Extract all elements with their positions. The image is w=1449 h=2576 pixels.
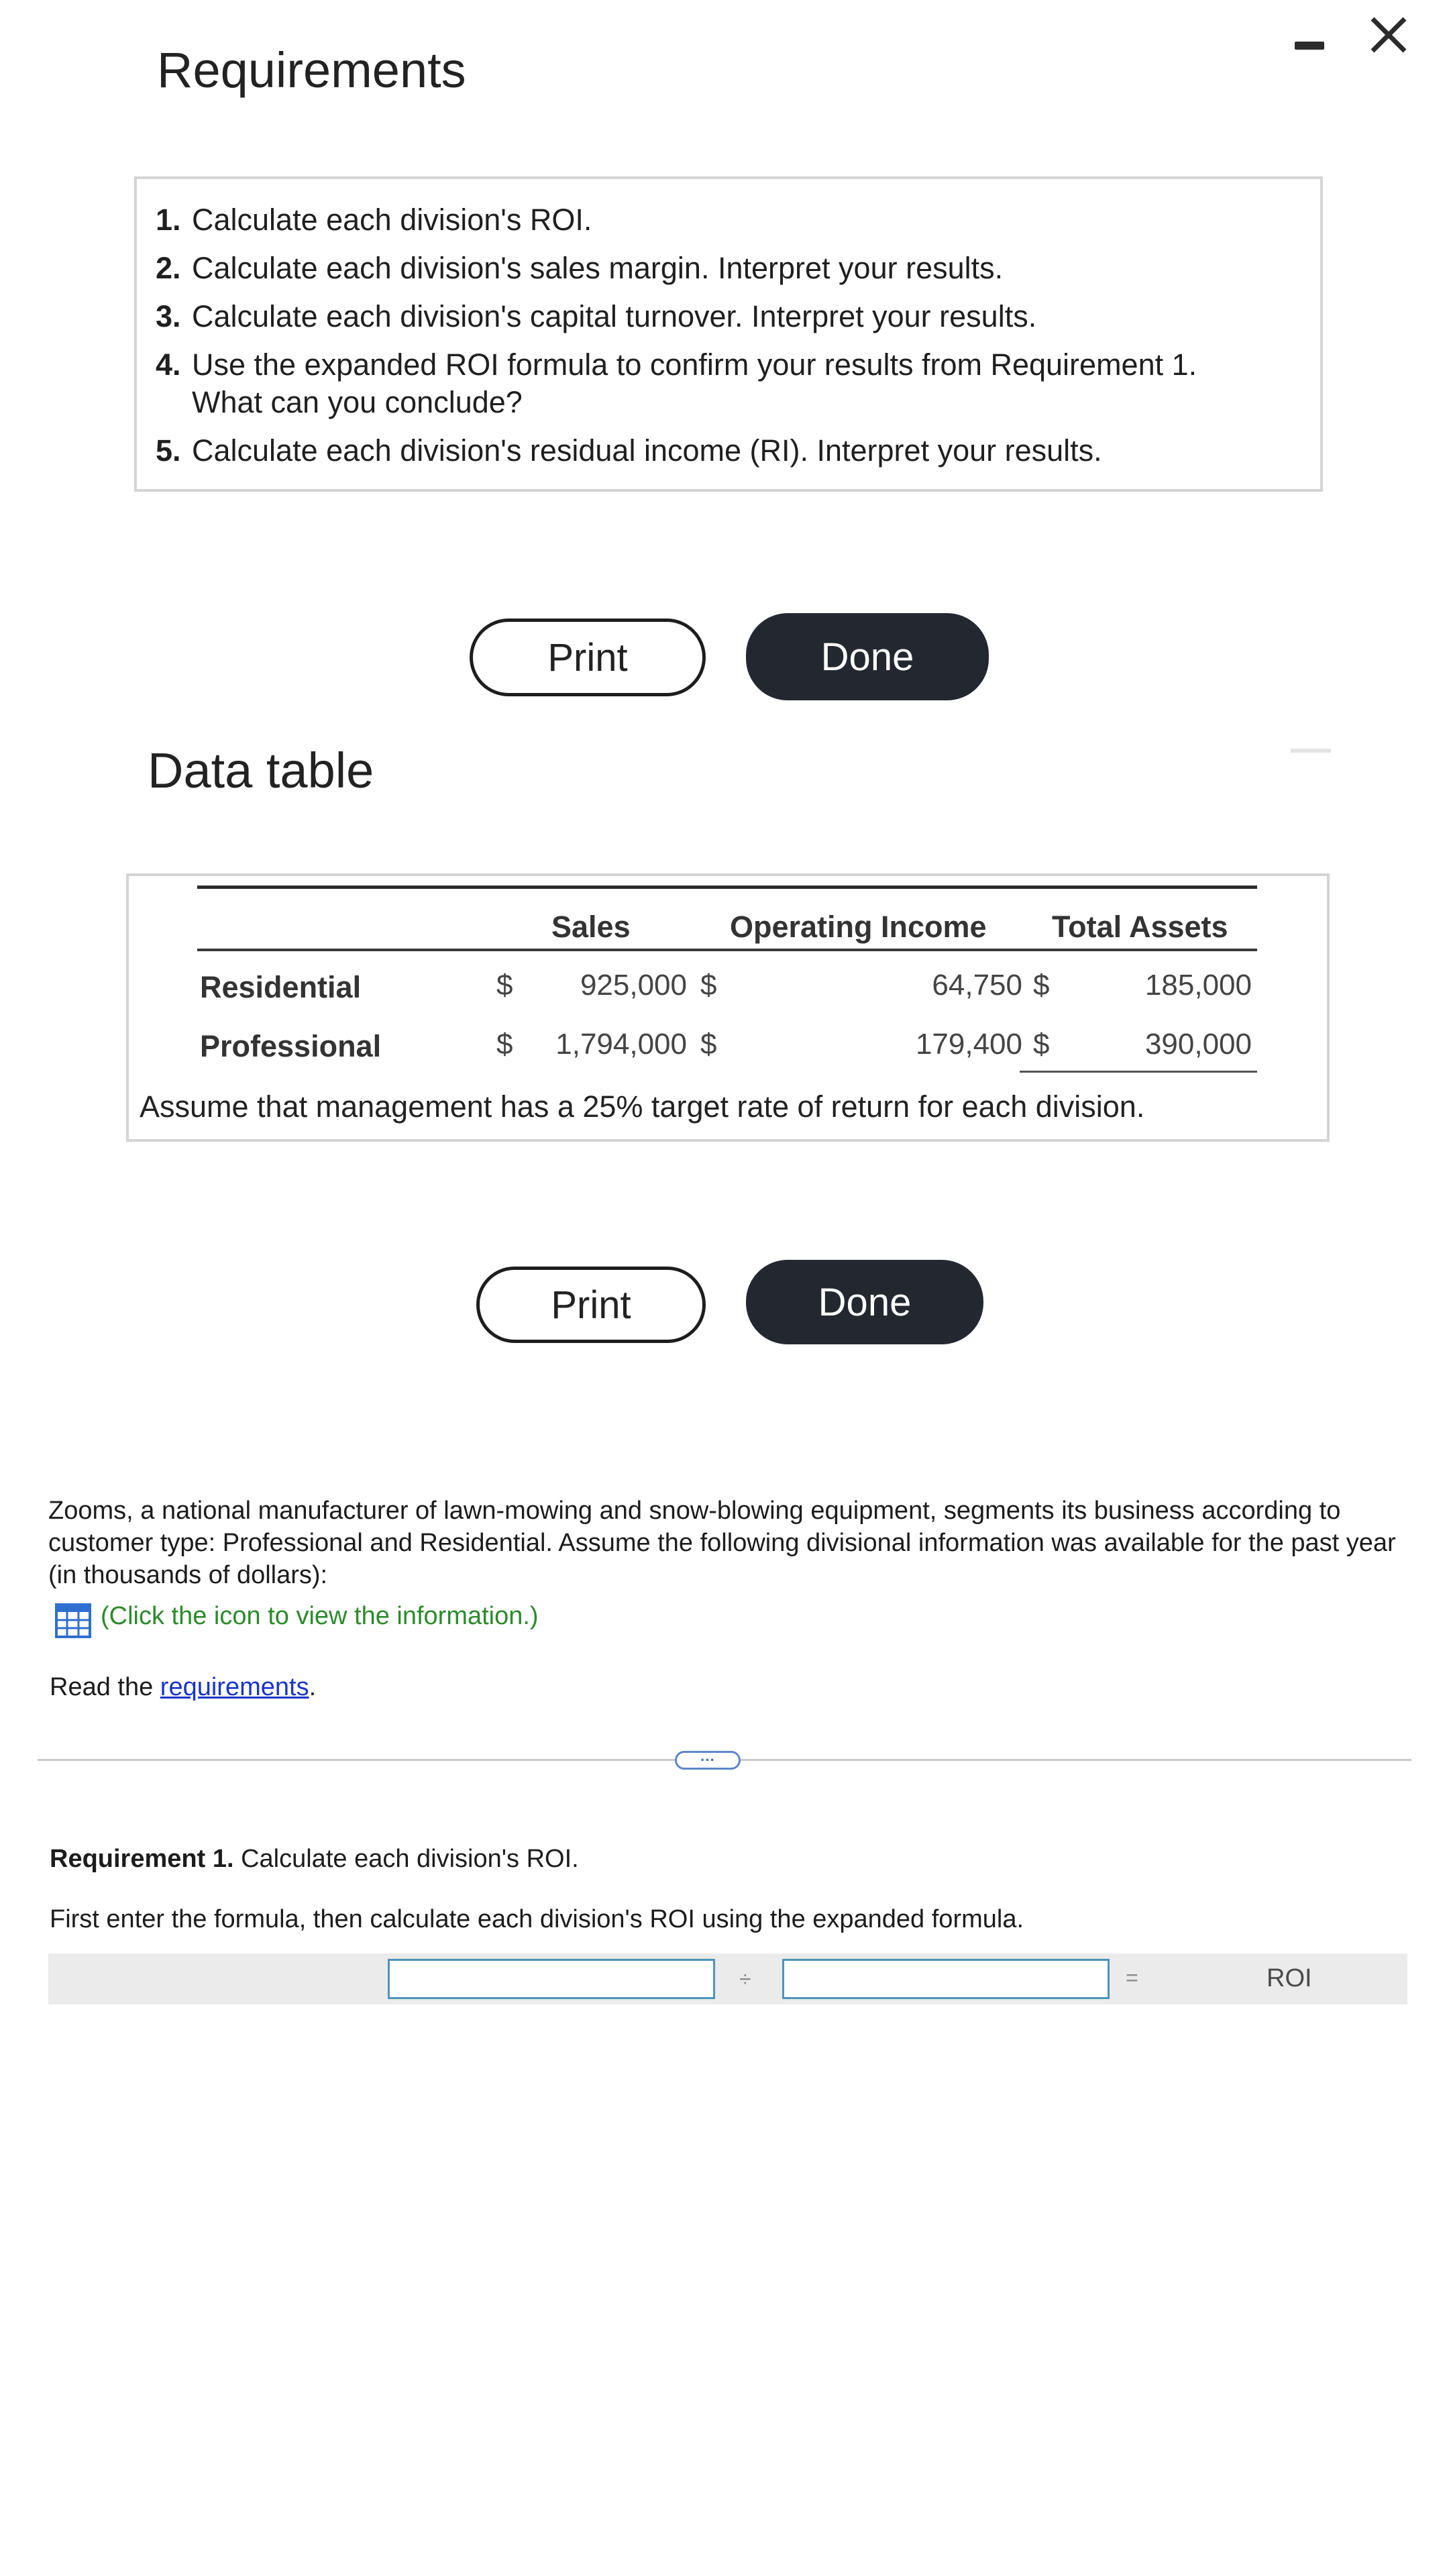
currency-symbol: $	[496, 1028, 513, 1061]
requirement-number: 2.	[156, 251, 181, 285]
ellipsis-icon: ···	[700, 1752, 715, 1768]
column-header-total-assets: Total Assets	[1052, 910, 1228, 944]
read-suffix: .	[309, 1673, 317, 1701]
cell-sales: 925,000	[580, 969, 687, 1002]
data-table-title: Data table	[148, 743, 374, 798]
currency-symbol: $	[700, 1028, 717, 1061]
requirement-text: Calculate each division's residual income (RI). Interpret your results.	[192, 433, 1102, 468]
print-button[interactable]: Print	[470, 619, 706, 696]
cell-total-assets: 390,000	[1144, 1028, 1252, 1061]
total-assets-underline	[1020, 1071, 1257, 1073]
currency-symbol: $	[496, 969, 513, 1002]
requirement-item	[156, 196, 1309, 244]
table-header-rule	[197, 949, 1257, 951]
currency-symbol: $	[1033, 969, 1050, 1002]
requirement-item	[156, 244, 1309, 292]
row-label-residential: Residential	[200, 970, 362, 1004]
requirements-link[interactable]: requirements	[160, 1673, 309, 1701]
roi-label: ROI	[1267, 1964, 1312, 1992]
target-rate-note: Assume that management has a 25% target rate of return for each division.	[140, 1089, 1145, 1124]
more-options-button[interactable]	[675, 1751, 741, 1770]
data-table-icon[interactable]	[55, 1603, 91, 1638]
currency-symbol: $	[1033, 1028, 1050, 1061]
column-header-sales: Sales	[551, 910, 631, 944]
requirement-text: Use the expanded ROI formula to confirm your results from Requirement 1.	[192, 347, 1197, 382]
requirement-number: 5.	[156, 433, 181, 468]
panel-edge	[1291, 749, 1331, 753]
close-icon[interactable]	[1363, 9, 1414, 60]
requirement-number: 1.	[156, 203, 181, 237]
requirement-text-continued: What can you conclude?	[192, 385, 523, 419]
requirements-list	[156, 196, 1309, 475]
cell-operating-income: 179,400	[915, 1028, 1022, 1061]
requirement-text: Calculate each division's ROI.	[192, 203, 592, 237]
requirement-item	[156, 341, 1309, 427]
requirement-1-text: Calculate each division's ROI.	[233, 1845, 579, 1873]
column-header-operating-income: Operating Income	[730, 910, 987, 944]
requirements-title: Requirements	[157, 42, 466, 98]
done-button[interactable]: Done	[746, 1260, 983, 1344]
problem-statement: Zooms, a national manufacturer of lawn-mowing and snow-blowing equipment, segments its business according to customer type: Professional and Residential. Assume the following divisional information was available for the past year (in thousands of dollars):	[48, 1497, 1396, 1589]
formula-instructions: First enter the formula, then calculate each division's ROI using the expanded formula.	[50, 1905, 1024, 1933]
currency-symbol: $	[700, 969, 717, 1002]
read-requirements-line	[50, 1673, 316, 1702]
minimize-icon[interactable]	[1289, 30, 1332, 62]
formula-row	[48, 1953, 1407, 2004]
requirement-item	[156, 292, 1309, 341]
requirement-1-label: Requirement 1.	[50, 1845, 234, 1873]
done-button[interactable]: Done	[746, 613, 989, 700]
requirement-1-heading	[50, 1845, 579, 1874]
requirement-text: Calculate each division's sales margin. Interpret your results.	[192, 251, 1004, 285]
view-information-link[interactable]: (Click the icon to view the information.)	[101, 1602, 539, 1630]
divide-symbol: ÷	[739, 1967, 751, 1991]
formula-numerator-input[interactable]	[388, 1959, 715, 1999]
row-label-professional: Professional	[200, 1029, 382, 1063]
cell-operating-income: 64,750	[932, 969, 1022, 1002]
print-button[interactable]: Print	[476, 1267, 706, 1343]
formula-denominator-input[interactable]	[782, 1959, 1110, 1999]
cell-sales: 1,794,000	[555, 1028, 687, 1061]
cell-total-assets: 185,000	[1144, 969, 1252, 1002]
requirement-text: Calculate each division's capital turnover. Interpret your results.	[192, 299, 1037, 333]
read-prefix: Read the	[50, 1673, 160, 1701]
requirement-number: 3.	[156, 299, 181, 333]
equals-symbol: =	[1126, 1966, 1138, 1990]
table-top-rule	[197, 885, 1257, 889]
requirement-item	[156, 427, 1309, 475]
requirement-number: 4.	[156, 347, 181, 382]
